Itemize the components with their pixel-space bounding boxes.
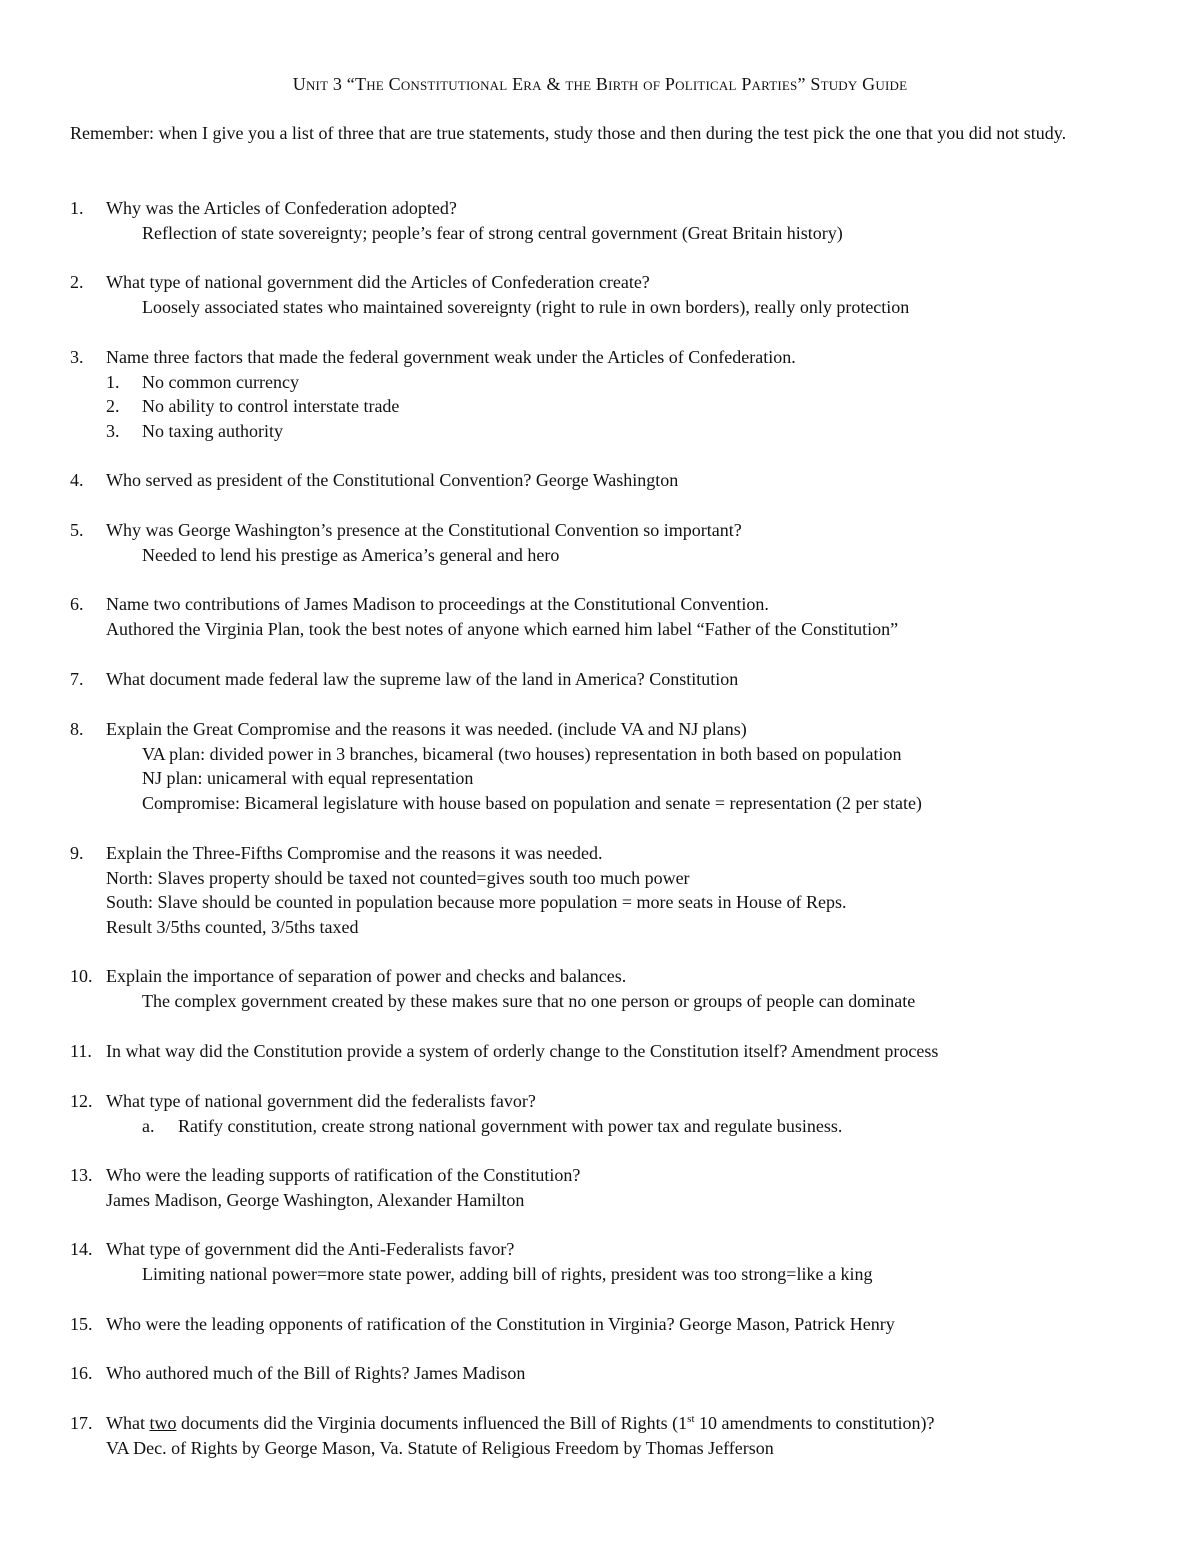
question-9 (70, 841, 1140, 939)
list-item (70, 1114, 1140, 1139)
question-text: What type of government did the Anti-Federalists favor? (106, 1239, 515, 1259)
answer-text: NJ plan: unicameral with equal representation (142, 768, 474, 788)
question-text: Why was the Articles of Confederation adopted? (106, 198, 457, 218)
answer-text: VA Dec. of Rights by George Mason, Va. Statute of Religious Freedom by Thomas Jefferson (106, 1437, 774, 1458)
question-text-part: documents did the Virginia documents influenced the Bill of Rights (1 (176, 1413, 688, 1433)
question-number: 14. (70, 1239, 93, 1259)
question-text (70, 1411, 1140, 1436)
superscript: st (687, 1413, 695, 1425)
question-number: 15. (70, 1314, 93, 1334)
answer-text: Loosely associated states who maintained sovereignty (right to rule in own borders), really only protection (142, 296, 910, 317)
list-item-number: 3. (106, 420, 120, 441)
page-title: Unit 3 “The Constitutional Era & the Birth of Political Parties” Study Guide (292, 74, 908, 94)
answer-text: VA plan: divided power in 3 branches, bicameral (two houses) representation in both based on population (142, 743, 902, 764)
question-number: 5. (70, 520, 84, 540)
list-item (70, 370, 1140, 395)
question-number: 10. (70, 966, 93, 986)
question-12 (70, 1089, 1140, 1138)
question-text-part: 10 amendments to constitution)? (694, 1413, 935, 1433)
answer-text: James Madison, George Washington, Alexander Hamilton (106, 1189, 525, 1210)
question-text: Who were the leading supports of ratification of the Constitution? (106, 1165, 581, 1185)
question-number: 11. (70, 1041, 92, 1061)
question-text: Name two contributions of James Madison to proceedings at the Constitutional Convention. (106, 594, 769, 614)
question-text: Who served as president of the Constitutional Convention? George Washington (106, 470, 679, 490)
answer-text: Limiting national power=more state power, adding bill of rights, president was too strong=like a king (142, 1263, 873, 1284)
question-2 (70, 270, 1140, 319)
question-5 (70, 518, 1140, 567)
answer-text: Reflection of state sovereignty; people’s fear of strong central government (Great Britain history) (142, 222, 843, 243)
question-number: 4. (70, 470, 84, 490)
question-number: 1. (70, 198, 84, 218)
question-number: 7. (70, 669, 84, 689)
answer-text: Result 3/5ths counted, 3/5ths taxed (106, 916, 359, 937)
list-item-text: Ratify constitution, create strong national government with power tax and regulate business. (178, 1115, 843, 1136)
question-17 (70, 1411, 1140, 1460)
underlined-word: two (149, 1413, 177, 1433)
list-item-number: 1. (106, 371, 120, 392)
answer-text: The complex government created by these makes sure that no one person or groups of people can dominate (142, 990, 916, 1011)
question-7 (70, 667, 1140, 692)
question-text: Why was George Washington’s presence at the Constitutional Convention so important? (106, 520, 742, 540)
answer-text: Compromise: Bicameral legislature with house based on population and senate = representation (2 per state) (142, 792, 922, 813)
question-text: Who were the leading opponents of ratification of the Constitution in Virginia? George Mason, Patrick Henry (106, 1314, 895, 1334)
question-10 (70, 964, 1140, 1013)
question-number: 12. (70, 1091, 93, 1111)
question-6 (70, 592, 1140, 641)
question-13 (70, 1163, 1140, 1212)
question-number: 2. (70, 272, 84, 292)
question-text: What document made federal law the supreme law of the land in America? Constitution (106, 669, 739, 689)
question-1 (70, 196, 1140, 245)
list-item (70, 419, 1140, 444)
answer-text: Needed to lend his prestige as America’s general and hero (142, 544, 560, 565)
list-item-text: No ability to control interstate trade (142, 396, 400, 416)
question-8 (70, 717, 1140, 815)
list-item (70, 394, 1140, 419)
question-number: 13. (70, 1165, 93, 1185)
answer-text: South: Slave should be counted in population because more population = more seats in House of Reps. (106, 892, 847, 912)
question-16 (70, 1361, 1140, 1386)
intro-paragraph: Remember: when I give you a list of three that are true statements, study those and then during the test pick the one that you did not study. (70, 123, 1067, 143)
question-number: 9. (70, 843, 84, 863)
question-text: Explain the Great Compromise and the reasons it was needed. (include VA and NJ plans) (106, 719, 747, 739)
question-number: 8. (70, 719, 84, 739)
question-text: Explain the importance of separation of power and checks and balances. (106, 966, 627, 986)
question-text: What type of national government did the federalists favor? (106, 1091, 536, 1111)
list-item-number: 2. (106, 396, 120, 416)
answer-text: North: Slaves property should be taxed not counted=gives south too much power (106, 867, 690, 888)
question-number: 6. (70, 594, 84, 614)
question-text: Explain the Three-Fifths Compromise and the reasons it was needed. (106, 843, 603, 863)
list-item-letter: a. (142, 1115, 155, 1136)
question-text: Who authored much of the Bill of Rights? James Madison (106, 1363, 526, 1383)
question-15 (70, 1312, 1140, 1337)
question-number: 16. (70, 1363, 93, 1383)
question-number: 3. (70, 347, 84, 367)
list-item-text: No common currency (142, 371, 299, 392)
question-text: What type of national government did the Articles of Confederation create? (106, 272, 650, 292)
answer-text: Authored the Virginia Plan, took the best notes of anyone which earned him label “Father of the Constitution” (106, 618, 899, 639)
list-item-text: No taxing authority (142, 420, 283, 441)
question-number: 17. (70, 1413, 93, 1433)
question-text: Name three factors that made the federal government weak under the Articles of Confederation. (106, 347, 796, 367)
question-text-part: What (106, 1413, 150, 1433)
question-11 (70, 1039, 1140, 1064)
question-text: In what way did the Constitution provide a system of orderly change to the Constitution itself? Amendment process (106, 1041, 939, 1061)
question-3 (70, 345, 1140, 443)
question-14 (70, 1237, 1140, 1286)
question-4 (70, 468, 1140, 493)
